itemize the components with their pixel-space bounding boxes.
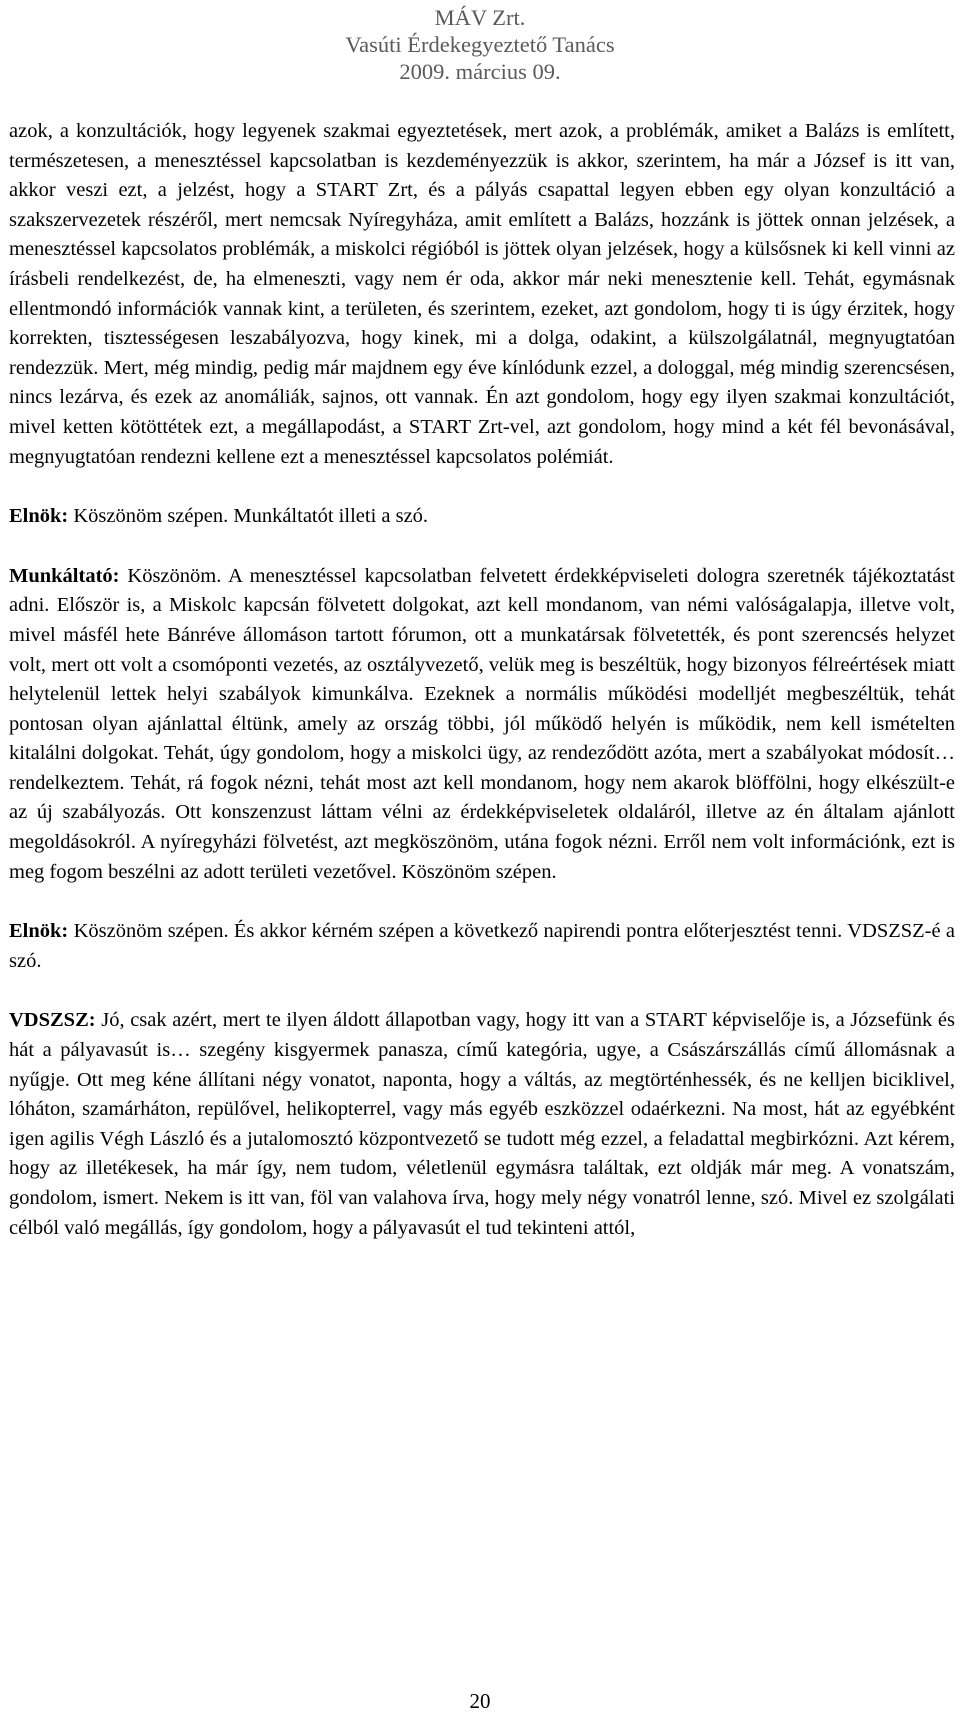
paragraph-text: Köszönöm szépen. Munkáltatót illeti a szó. [73, 505, 429, 528]
page-header [0, 4, 960, 85]
paragraph-text: Köszönöm. A menesztéssel kapcsolatban felvetett érdekképviseleti dologra szeretnék tájékoztatást adni. Először is, a Miskolc kapcsán fölvetett dolgokat, azt kell mondanom, van némi valóságalapja, illetve volt, mivel másfél hete Bánréve állomáson tartott fórumon, ott a munkatársak fölvetették, és pont szerencsés helyzet volt, mert ott volt a csomóponti vezetés, az osztályvezető, velük meg is beszéltük, hogy bizonyos félreértések miatt helytelenül lettek helyi szabályok kimunkálva. Ezeknek a normális működési modelljét megbeszéltük, tehát pontosan olyan ajánlattal éltünk, amely az ország többi, jól működő helyén is működik, nem kell ismételten kitalálni dolgokat. Tehát, úgy gondolom, hogy a miskolci ügy, az rendeződött azóta, mert a szabályokat módosít… rendelkeztem. Tehát, rá fogok nézni, tehát most azt kell mondanom, hogy nem akarok blöffölni, hogy elkészült-e az új szabályozás. Ott konszenzust láttam vélni az érdekképviseletek oldaláról, illetve az én általam ajánlott megoldásokról. A nyíregyházi fölvetést, azt megköszönöm, utána fogok nézni. Erről nem volt információnk, ezt is meg fogom beszélni az adott területi vezetővel. Köszönöm szépen. [9, 564, 956, 883]
paragraph-text: azok, a konzultációk, hogy legyenek szakmai egyeztetések, mert azok, a problémák, amiket a Balázs is említett, természetesen, a menesztéssel kapcsolatban is kezdeményezzük is akkor, szerintem, ha már a József is itt van, akkor veszi ezt, a jelzést, hogy a START Zrt, és a pályás csapattal legyen ebben egy olyan konzultáció a szakszervezetek részéről, mert nemcsak Nyíregyháza, amit említett a Balázs, hozzánk is jöttek onnan jelzések, a menesztéssel kapcsolatos problémák, a miskolci régióból is jöttek olyan jelzések, hogy a külsősnek ki kell vinni az írásbeli rendelkezést, de, ha elmeneszti, vagy nem ér oda, akkor már neki menesztenie kell. Tehát, egymásnak ellentmondó információk vannak kint, a területen, és szerintem, ezeket, azt gondolom, hogy ti is úgy érzitek, hogy korrekten, tisztességesen leszabályozva, hogy kinek, mi a dolga, odakint, a külszolgálatnál, megnyugtatóan rendezzük. Mert, még mindig, pedig már majdnem egy éve kínlódunk ezzel, a dologgal, még mindig szerencsésen, nincs lezárva, és ezek az anomáliák, sajnos, ott vannak. Én azt gondolom, hogy egy ilyen szakmai konzultációt, mivel ketten kötöttétek ezt, a megállapodást, a START Zrt-vel, azt gondolom, hogy mind a két fél bevonásával, megnyugtatóan rendezni kellene ezt a menesztéssel kapcsolatos polémiát. [9, 120, 955, 468]
header-council: Vasúti Érdekegyeztető Tanács [345, 32, 615, 57]
paragraph-vdszsz [9, 1006, 955, 1243]
speaker-label: VDSZSZ: [9, 1009, 96, 1032]
paragraph-chair-1 [9, 502, 955, 532]
page-number: 20 [469, 1689, 491, 1713]
paragraph-continuation [9, 117, 955, 472]
paragraph-chair-2 [9, 917, 955, 976]
paragraph-text: Köszönöm szépen. És akkor kérném szépen a következő napirendi pontra előterjesztést tenni. VDSZSZ-é a szó. [9, 920, 955, 972]
paragraph-employer [9, 562, 955, 888]
paragraph-text: Jó, csak azért, mert te ilyen áldott állapotban vagy, hogy itt van a START képviselője is, a Józsefünk és hát a pályavasút is… szegény kisgyermek panasza, című kategória, ugye, a Császárszállás című állomásnak a nyűgje. Ott meg kéne állítani négy vonatot, naponta, hogy a váltás, az megtörténhessék, és ne kelljen biciklivel, lóháton, szamárháton, repülővel, helikopterrel, vagy más egyéb eszközzel odaérkezni. Na most, hát az egyébként igen agilis Végh László és a jutalomosztó központvezető se tudott még ezzel, a feladattal megbirkózni. Azt kérem, hogy az illetékesek, ha már így, nem tudom, véletlenül egymásra találtak, ezt oldják már meg. A vonatszám, gondolom, ismert. Nekem is itt van, föl van valahova írva, hogy mely négy vonatról lenne, szó. Mivel ez szolgálati célból való megállás, így gondolom, hogy a pályavasút el tud tekinteni attól, [9, 1009, 955, 1239]
speaker-label: Munkáltató: [9, 564, 120, 587]
transcript-body [9, 117, 955, 1243]
header-organization: MÁV Zrt. [434, 5, 526, 30]
speaker-label: Elnök: [9, 920, 69, 943]
header-date: 2009. március 09. [399, 59, 561, 84]
speaker-label: Elnök: [9, 505, 69, 528]
